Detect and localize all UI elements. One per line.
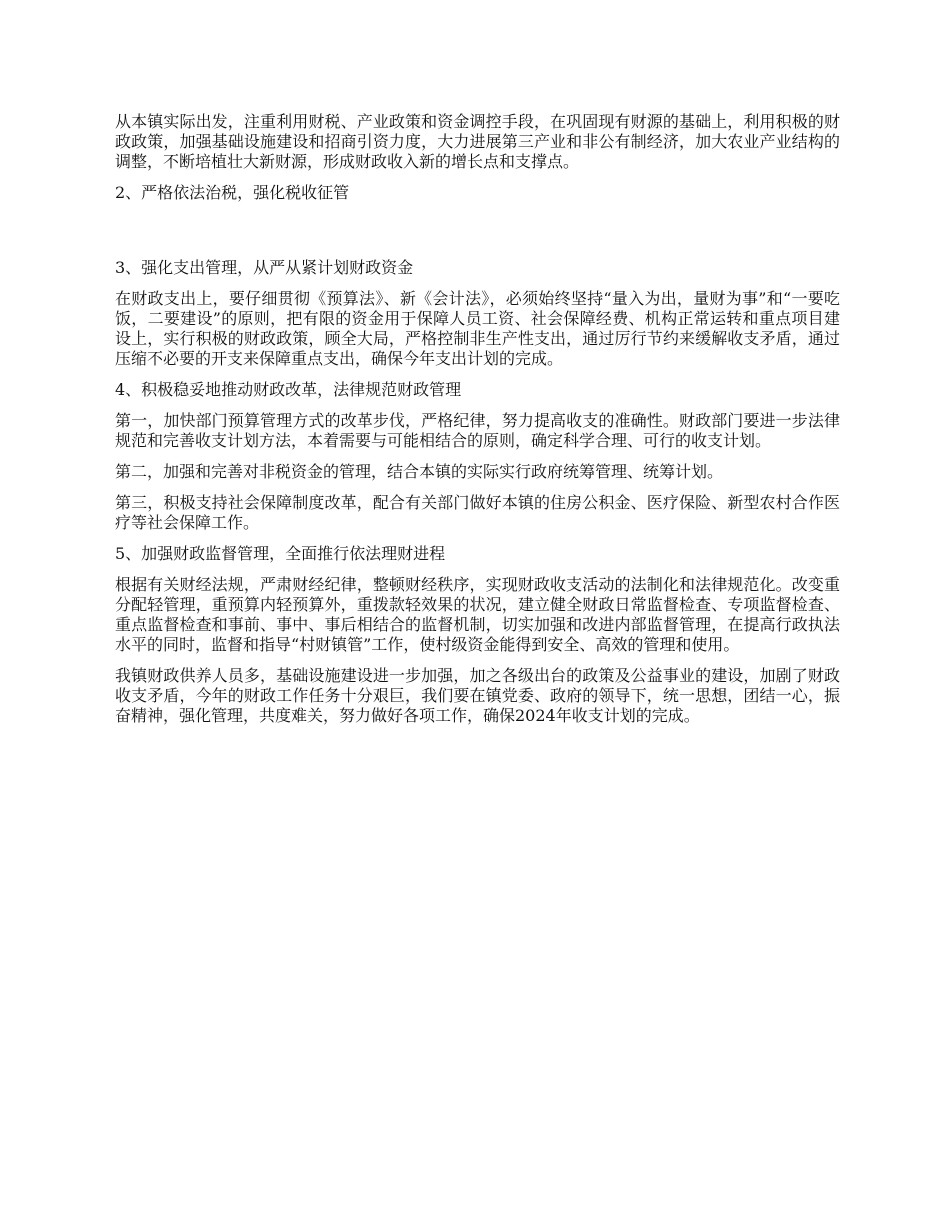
heading-supervision: 5、加强财政监督管理，全面推行依法理财进程 (115, 544, 446, 563)
paragraph-revenue-sources: 从本镇实际出发，注重利用财税、产业政策和资金调控手段，在巩固现有财源的基础上，利用积极的财政政策，加强基础设施建设和招商引资力度，大力进展第三产业和非公有制经济，加大农业产业结构的调整，不断培植壮大新财源，形成财政收入新的增长点和支撑点。 (115, 112, 840, 171)
document-body (115, 112, 840, 737)
paragraph-conclusion: 我镇财政供养人员多，基础设施建设进一步加强，加之各级出台的政策及公益事业的建设，加剧了财政收支矛盾，今年的财政工作任务十分艰巨，我们要在镇党委、政府的领导下，统一思想，团结一心，振奋精神，强化管理，共度难关，努力做好各项工作，确保2024年收支计划的完成。 (115, 666, 840, 725)
heading-tax-collection: 2、严格依法治税，强化税收征管 (115, 183, 350, 202)
paragraph-reform-second: 第二，加强和完善对非税资金的管理，结合本镇的实际实行政府统筹管理、统筹计划。 (115, 462, 724, 481)
paragraph-reform-third: 第三，积极支持社会保障制度改革，配合有关部门做好本镇的住房公积金、医疗保险、新型农村合作医疗等社会保障工作。 (115, 493, 840, 532)
heading-expenditure-management: 3、强化支出管理，从严从紧计划财政资金 (115, 258, 414, 277)
heading-fiscal-reform: 4、积极稳妥地推动财政改革，法律规范财政管理 (115, 380, 462, 399)
paragraph-supervision: 根据有关财经法规，严肃财经纪律，整顿财经秩序，实现财政收支活动的法制化和法律规范化。改变重分配轻管理，重预算内轻预算外，重拨款轻效果的状况，建立健全财政日常监督检查、专项监督检查、重点监督检查和事前、事中、事后相结合的监督机制，切实加强和改进内部监督管理，在提高行政执法水平的同时，监督和指导“村财镇管”工作，使村级资金能得到安全、高效的管理和使用。 (115, 575, 840, 654)
paragraph-expenditure: 在财政支出上，要仔细贯彻《预算法》、新《会计法》，必须始终坚持“量入为出，量财为事”和“一要吃饭，二要建设”的原则，把有限的资金用于保障人员工资、社会保障经费、机构正常运转和重点项目建设上，实行积极的财政政策，顾全大局，严格控制非生产性支出，通过厉行节约来缓解收支矛盾，通过压缩不必要的开支来保障重点支出，确保今年支出计划的完成。 (115, 289, 840, 368)
blank-spacer (115, 214, 840, 258)
paragraph-reform-first: 第一，加快部门预算管理方式的改革步伐，严格纪律，努力提高收支的准确性。财政部门要进一步法律规范和完善收支计划方法，本着需要与可能相结合的原则，确定科学合理、可行的收支计划。 (115, 411, 840, 450)
